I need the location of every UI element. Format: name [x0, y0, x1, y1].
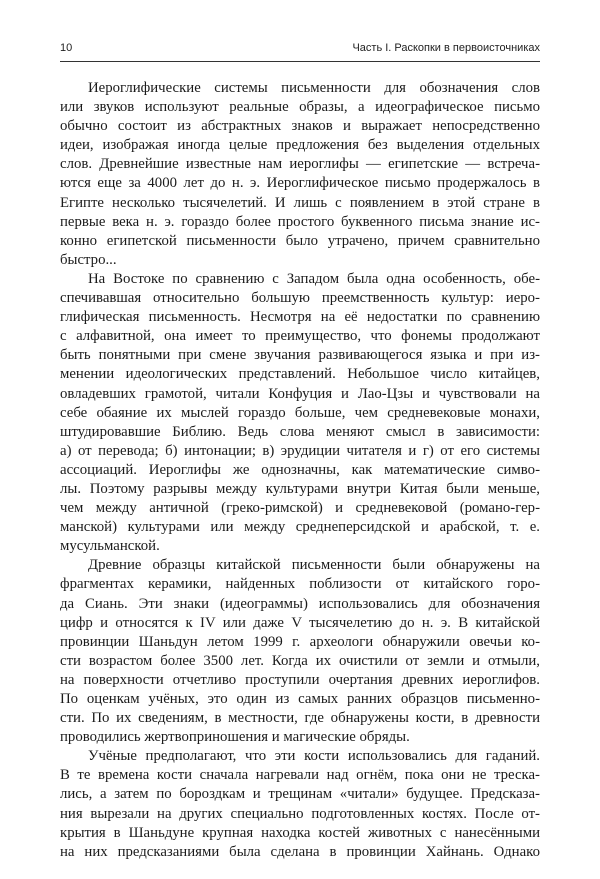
text-line: Учёные предполагают, что эти кости использовались для гаданий. [88, 748, 540, 765]
text-line: сти возрастом более 3500 лет. Когда их очистили от земли и отмыли, [60, 652, 540, 669]
text-line: цифр и относятся к IV или даже V тысячелетию до н. э. В китайской [60, 614, 540, 631]
paragraph [60, 270, 540, 556]
text-line: овладевших грамотой, читали Конфуция и Лао-Цзы и чувствовали на [60, 385, 540, 402]
page-header [60, 42, 540, 58]
text-line: крытия в Шаньдуне крупная находка костей животных с нанесёнными [60, 824, 540, 841]
text-line: В те времена кости сначала нагревали над огнём, пока они не треска- [60, 767, 540, 784]
text-line: или звуков используют реальные образы, а идеографическое письмо [60, 99, 540, 116]
text-line: проводились жертвоприношения и магические обряды. [60, 729, 410, 746]
text-line: сти. По их сведениям, в местности, где обнаружены кости, в древности [60, 710, 540, 727]
text-line: Древние образцы китайской письменности были обнаружены на [88, 557, 540, 574]
text-line: По оценкам учёных, это один из самых ранних образцов письменно- [60, 691, 540, 707]
text-line: штудировавшие Библию. Ведь слова меняют смысл в зависимости: [60, 423, 540, 440]
header-rule [60, 61, 540, 62]
text-line: лы. Поэтому разрывы между культурами внутри Китая были меньше, [60, 480, 540, 497]
text-line: слов. Древнейшие известные нам иероглифы — египетские — встреча- [60, 156, 540, 173]
text-line: идеи, изображая иногда целые предложения без выделения отдельных [60, 137, 540, 154]
page-number: 10 [60, 42, 73, 54]
text-line: на них предсказаниями была сделана в провинции Хайнань. Однако [60, 843, 540, 860]
text-line: конно египетской письменности было утрачено, причем сравнительно [60, 232, 540, 249]
text-line: ассоциаций. Иероглифы же однозначны, как математические симво- [60, 461, 540, 478]
text-line: манской) культурами или между среднеперсидской и арабской, т. е. [60, 519, 540, 536]
paragraph [60, 79, 540, 270]
paragraph [60, 556, 540, 747]
text-line: ются еще за 4000 лет до н. э. Иероглифическое письмо продержалось в [60, 175, 540, 192]
body-text [60, 79, 540, 862]
running-title: Часть I. Раскопки в первоисточниках [352, 42, 540, 54]
text-line: спечивавшая относительно большую преемственность культур: иеро- [60, 290, 540, 307]
text-line: первые века н. э. гораздо более простого буквенного письма знание ис- [60, 213, 540, 230]
text-line: На Востоке по сравнению с Западом была одна особенность, обе- [88, 270, 540, 287]
text-line: менении идеологических представлений. Небольшое число китайцев, [60, 366, 540, 383]
text-line: Египте несколько тысячелетий. И лишь с появлением в этой стране в [60, 194, 540, 211]
paragraph [60, 747, 540, 862]
text-line: ния вырезали на других специально подготовленных костях. После от- [60, 805, 540, 822]
text-line: фрагментах керамики, найденных поблизости от китайского горо- [60, 576, 540, 593]
text-line: быстро... [60, 251, 117, 268]
text-line: провинции Шаньдун летом 1999 г. археологи обнаружили овечьи ко- [60, 633, 540, 650]
text-line: себе обаяние их мыслей гораздо больше, чем средневековые монахи, [60, 404, 540, 421]
text-line: обычно состоит из абстрактных знаков и выражает непосредственно [60, 118, 540, 135]
text-line: чем между античной (греко-римской) и средневековой (романо-гер- [60, 500, 540, 517]
text-line: Иероглифические системы письменности для обозначения слов [88, 80, 540, 96]
text-line: на поверхности отчетливо проступили очертания древних иероглифов. [60, 671, 540, 688]
text-line: да Сиань. Эти знаки (идеограммы) использовались для обозначения [60, 595, 540, 612]
text-line: с алфавитной, она имеет то преимущество, что фонемы продолжают [60, 328, 540, 345]
text-line: глифическая письменность. Несмотря на её недостатки по сравнению [60, 309, 540, 326]
text-line: быть понятными при смене звучания развивающегося языка и при из- [60, 347, 540, 364]
text-line: лись, а затем по бороздкам и трещинам «читали» будущее. Предсказа- [60, 786, 540, 803]
text-line: а) от перевода; б) интонации; в) эрудиции читателя и г) от его системы [60, 442, 540, 459]
text-line: мусульманской. [60, 538, 160, 555]
